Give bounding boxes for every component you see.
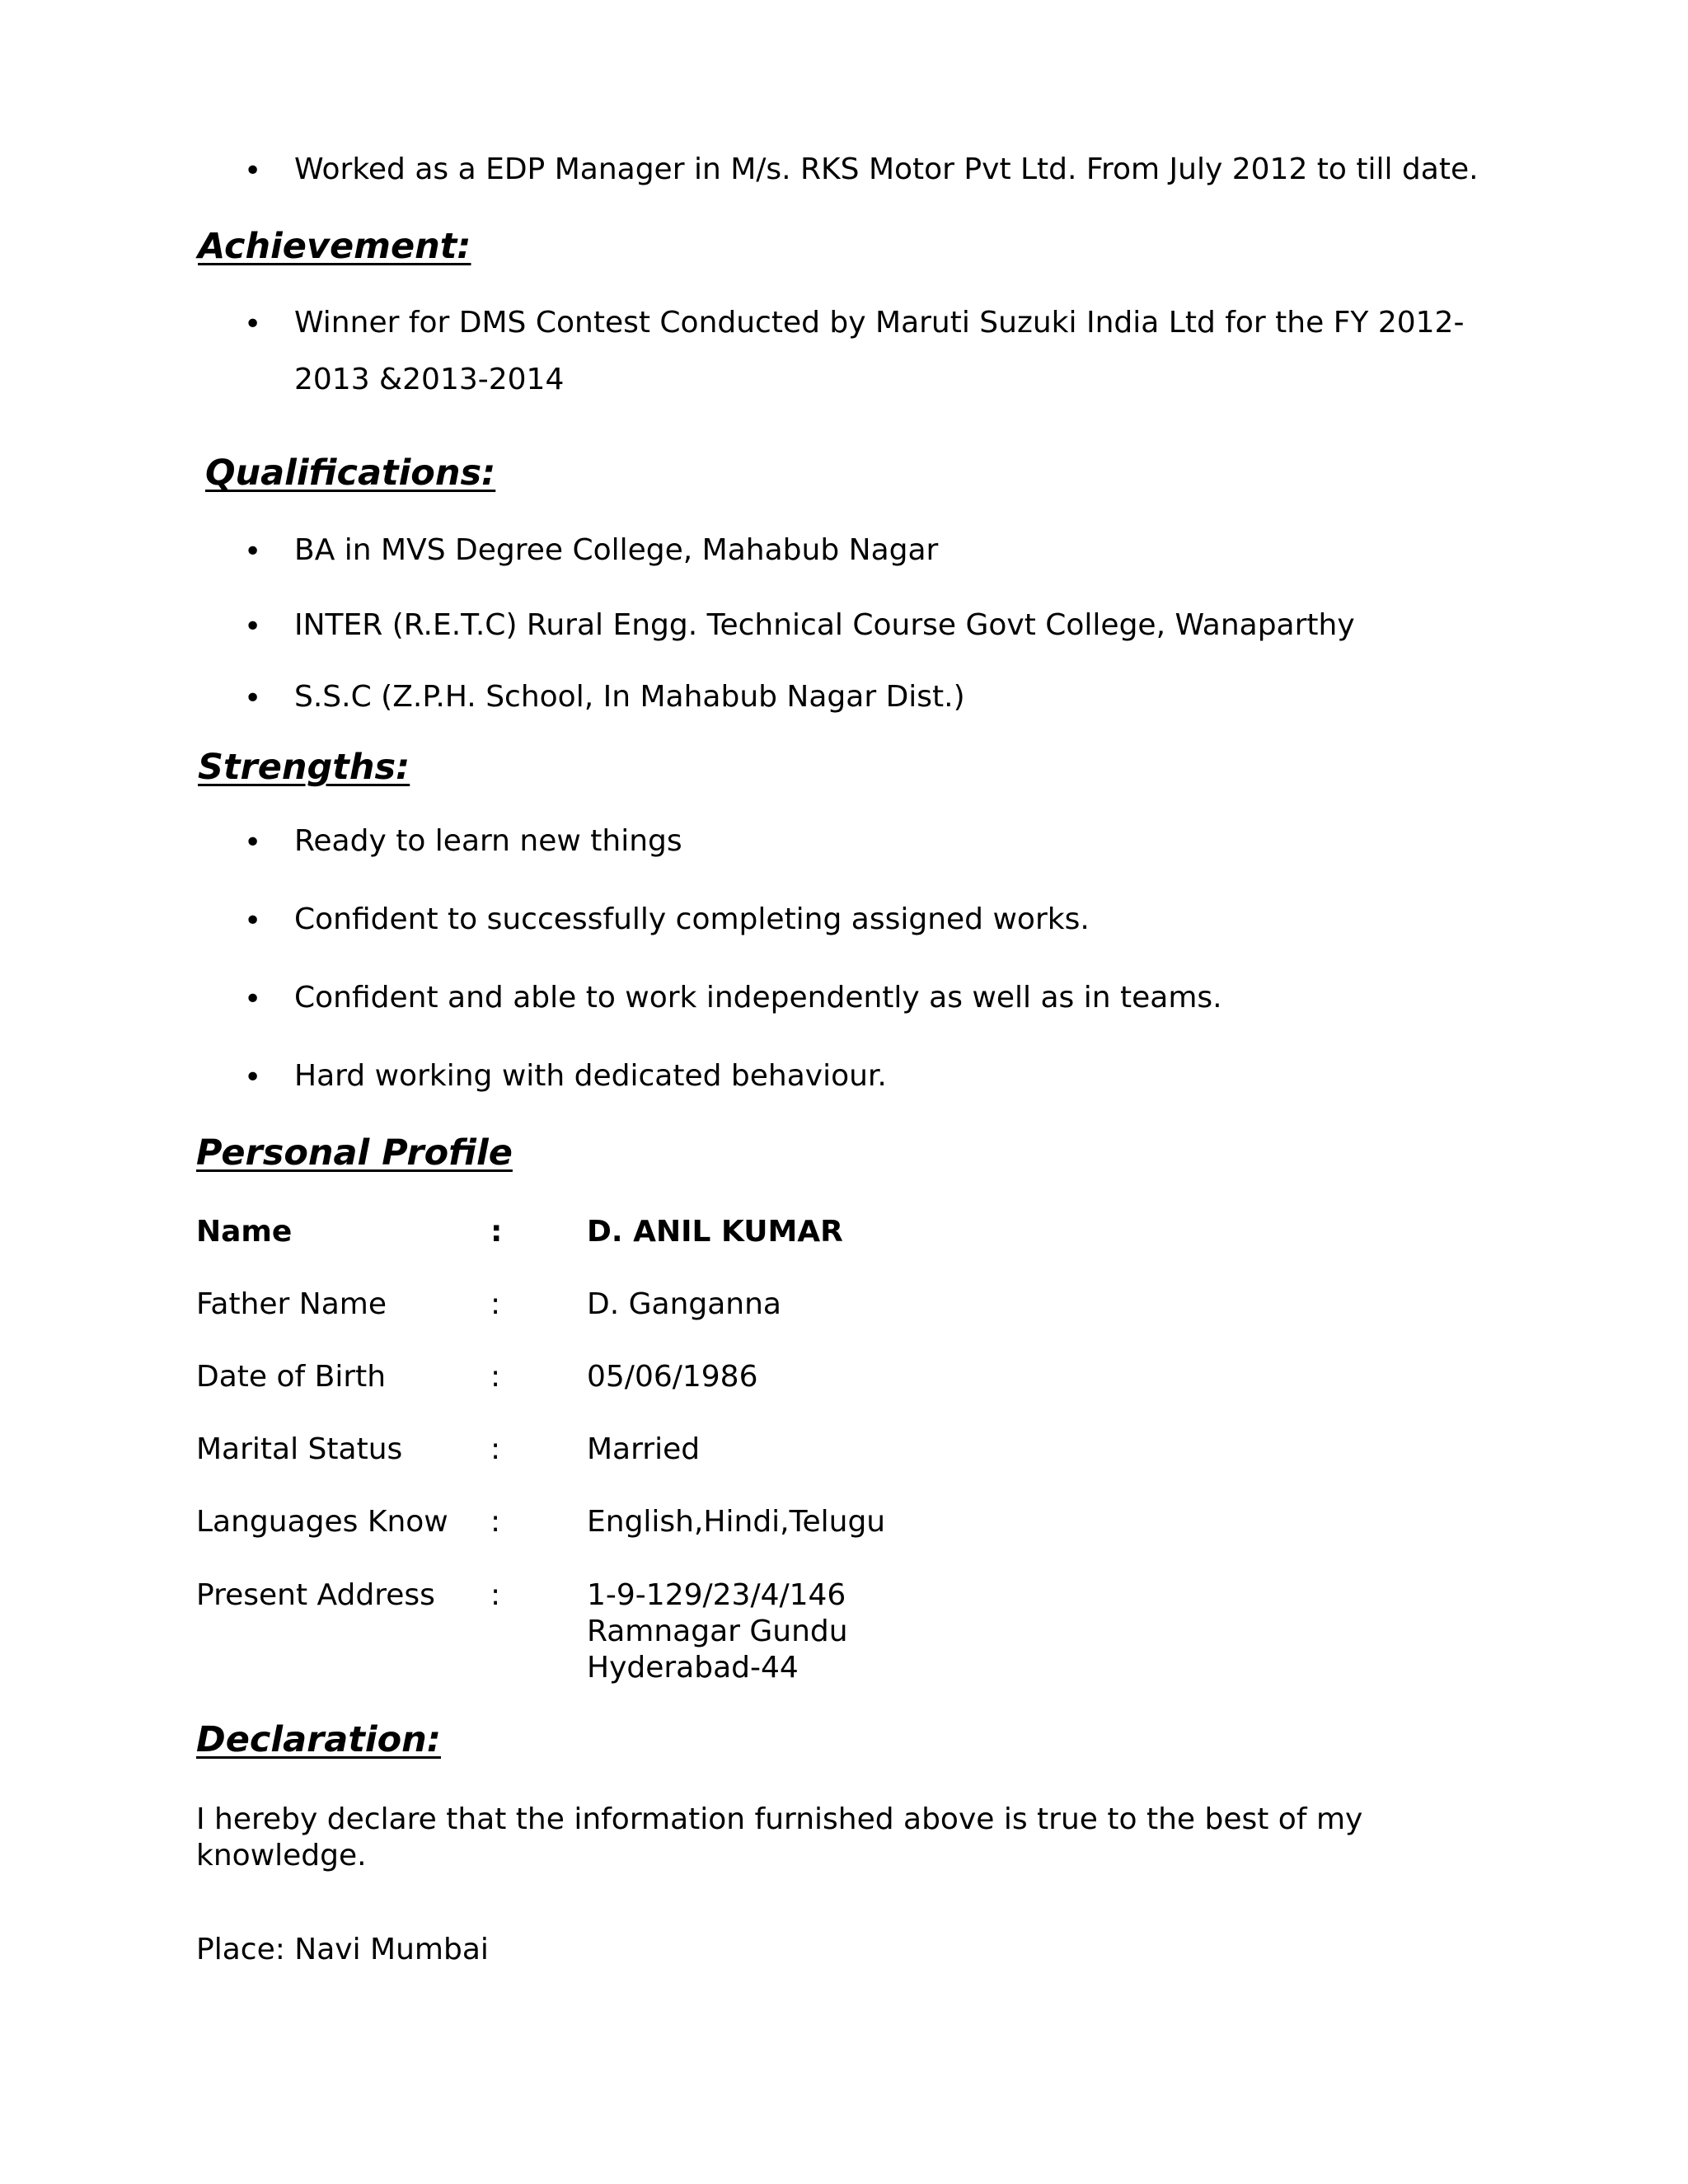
declaration-place: Place: Navi Mumbai	[196, 1933, 489, 1966]
achievement-heading: Achievement:	[198, 226, 471, 267]
strength-item: Confident and able to work independently as well as in teams.	[294, 981, 1222, 1015]
declaration-heading: Declaration:	[196, 1719, 441, 1760]
experience-item: Worked as a EDP Manager in M/s. RKS Motor Pvt Ltd. From July 2012 to till date.	[294, 152, 1479, 186]
profile-label-father-name: Father Name	[196, 1287, 387, 1321]
bullet-icon: •	[244, 904, 262, 938]
profile-separator: :	[490, 1360, 501, 1394]
profile-value-marital-status: Married	[587, 1432, 701, 1466]
bullet-icon: •	[244, 154, 262, 188]
profile-label-present-address: Present Address	[196, 1578, 435, 1612]
achievement-item-line2: 2013 &2013-2014	[294, 363, 565, 396]
bullet-icon: •	[244, 682, 262, 715]
bullet-icon: •	[244, 535, 262, 569]
profile-label-dob: Date of Birth	[196, 1360, 387, 1394]
profile-value-address-line2: Ramnagar Gundu	[587, 1615, 848, 1648]
profile-value-languages: English,Hindi,Telugu	[587, 1505, 886, 1539]
bullet-icon: •	[244, 982, 262, 1016]
profile-separator: :	[490, 1287, 501, 1321]
profile-value-dob: 05/06/1986	[587, 1360, 758, 1394]
declaration-text-line1: I hereby declare that the information furnished above is true to the best of my	[196, 1802, 1363, 1836]
profile-separator: :	[490, 1215, 503, 1249]
profile-separator: :	[490, 1432, 501, 1466]
strengths-heading: Strengths:	[198, 747, 410, 788]
bullet-icon: •	[244, 307, 262, 341]
profile-value-name: D. ANIL KUMAR	[587, 1215, 843, 1249]
bullet-icon: •	[244, 1061, 262, 1094]
profile-label-marital-status: Marital Status	[196, 1432, 403, 1466]
strength-item: Ready to learn new things	[294, 824, 682, 858]
profile-separator: :	[490, 1578, 501, 1612]
profile-label-name: Name	[196, 1215, 293, 1249]
personal-profile-heading: Personal Profile	[196, 1132, 513, 1174]
qualification-item: S.S.C (Z.P.H. School, In Mahabub Nagar Dist.)	[294, 680, 965, 714]
qualifications-heading: Qualifications:	[205, 452, 496, 494]
bullet-icon: •	[244, 610, 262, 644]
strength-item: Confident to successfully completing assigned works.	[294, 902, 1090, 936]
achievement-item-line1: Winner for DMS Contest Conducted by Maruti Suzuki India Ltd for the FY 2012-	[294, 306, 1465, 340]
qualification-item: INTER (R.E.T.C) Rural Engg. Technical Course Govt College, Wanaparthy	[294, 608, 1355, 642]
profile-value-address-line3: Hyderabad-44	[587, 1651, 799, 1685]
profile-label-languages: Languages Know	[196, 1505, 448, 1539]
declaration-text-line2: knowledge.	[196, 1839, 367, 1872]
profile-value-address-line1: 1-9-129/23/4/146	[587, 1578, 846, 1612]
profile-separator: :	[490, 1505, 501, 1539]
qualification-item: BA in MVS Degree College, Mahabub Nagar	[294, 533, 939, 567]
profile-value-father-name: D. Ganganna	[587, 1287, 781, 1321]
bullet-icon: •	[244, 826, 262, 860]
strength-item: Hard working with dedicated behaviour.	[294, 1059, 887, 1093]
